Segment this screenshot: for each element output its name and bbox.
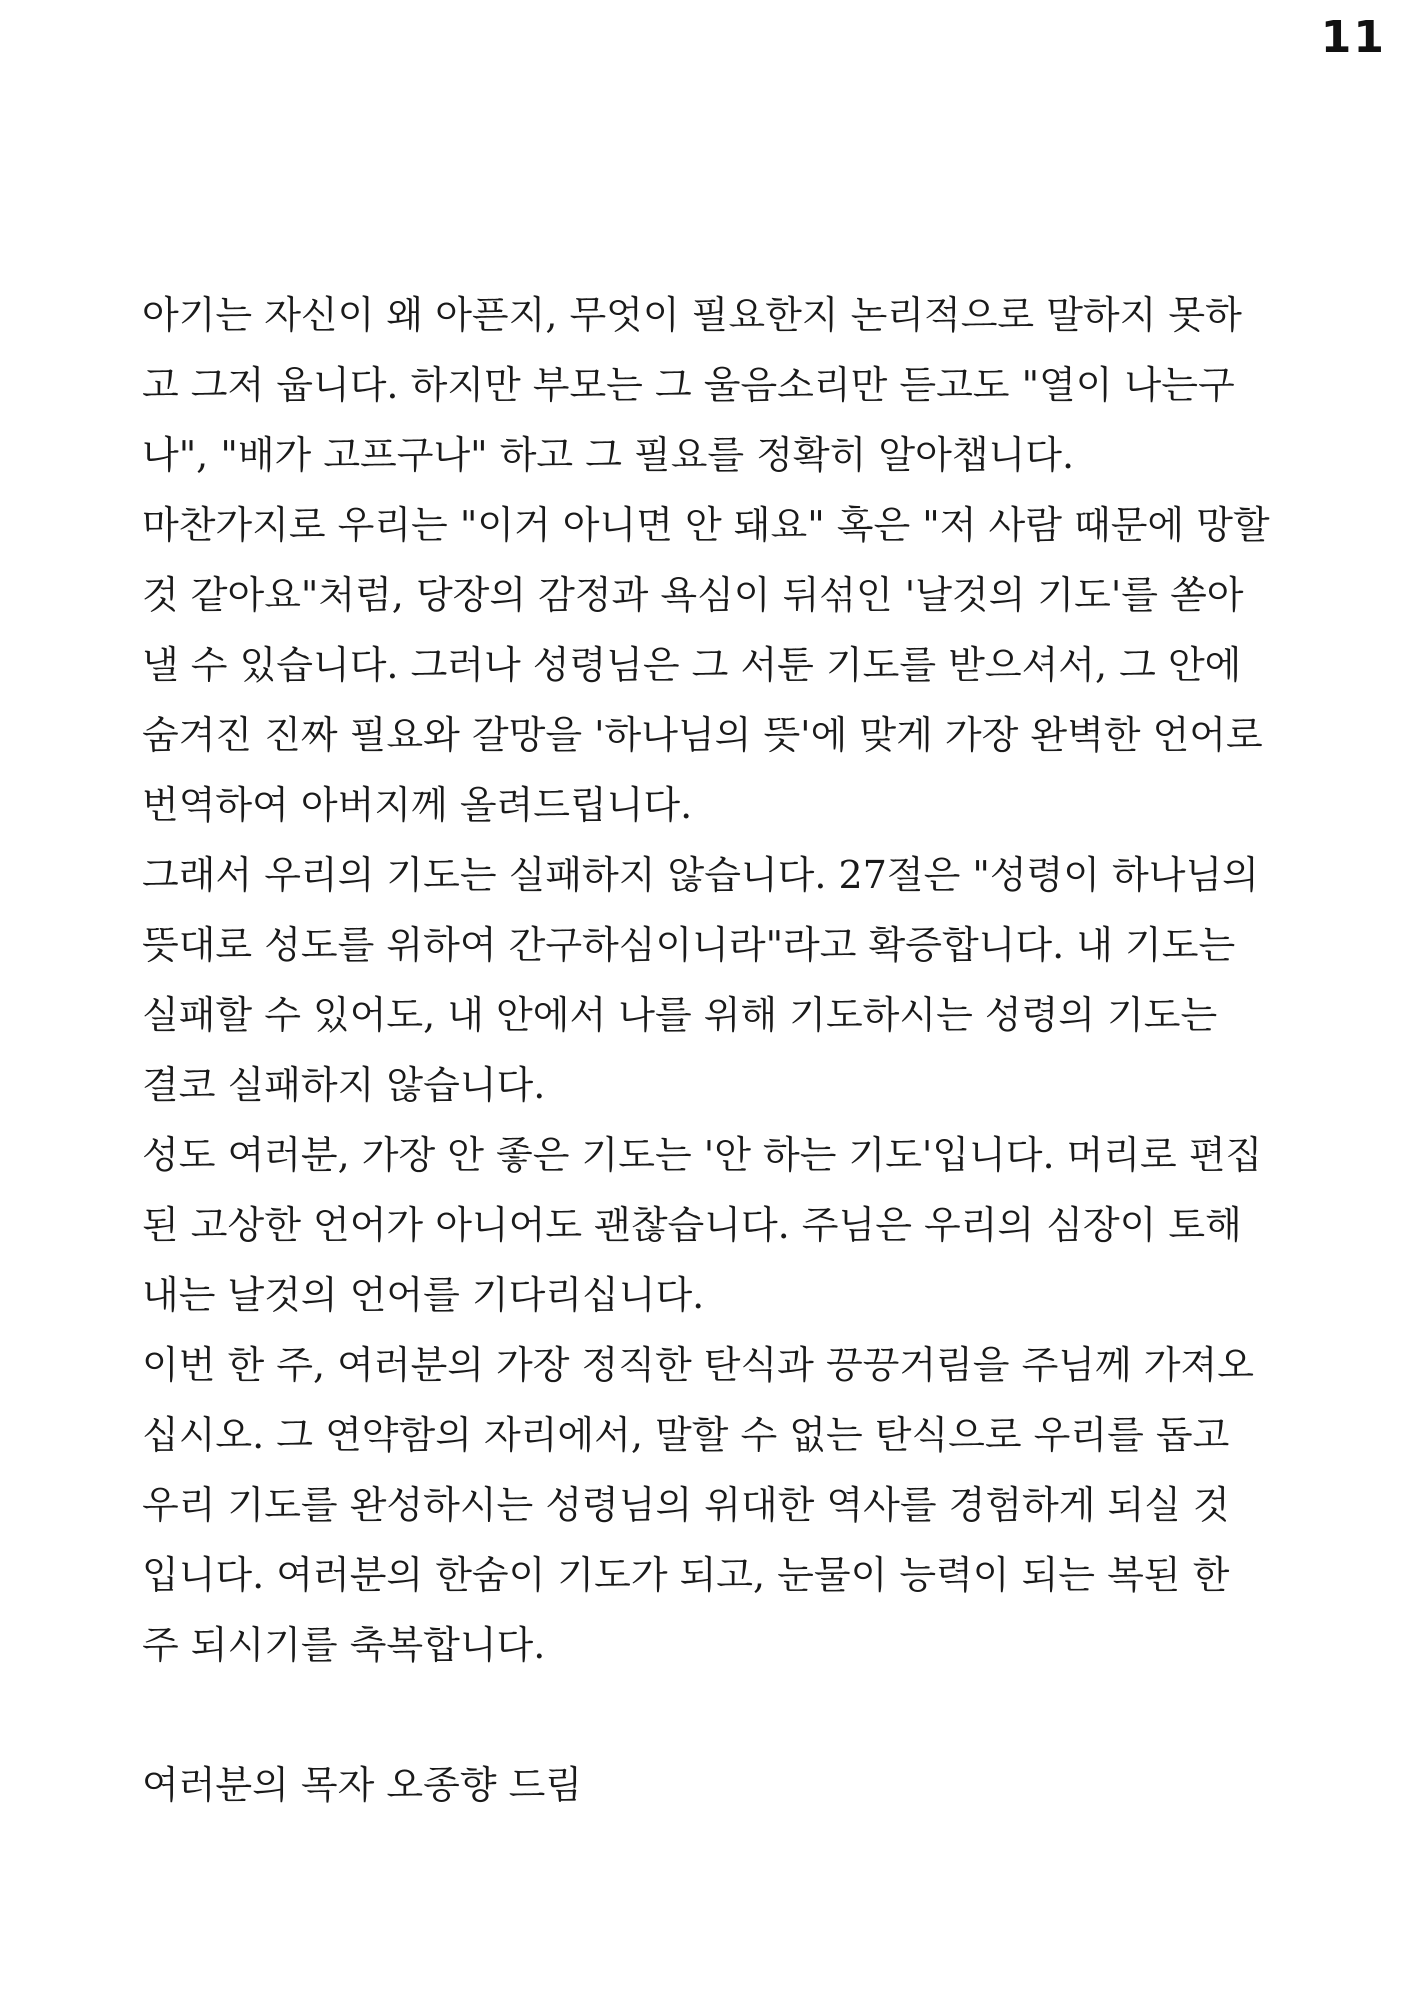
body-text [142,280,1292,1820]
text-line: 입니다. 여러분의 한숨이 기도가 되고, 눈물이 능력이 되는 복된 한 [142,1553,1230,1597]
text-line: 성도 여러분, 가장 안 좋은 기도는 '안 하는 기도'입니다. 머리로 편집 [142,1133,1263,1177]
text-line: 주 되시기를 축복합니다. [142,1623,546,1667]
text-line: 것 같아요"처럼, 당장의 감정과 욕심이 뒤섞인 '날것의 기도'를 쏟아 [142,573,1244,617]
text-line: 번역하여 아버지께 올려드립니다. [142,783,693,827]
text-line: 고 그저 웁니다. 하지만 부모는 그 울음소리만 듣고도 "열이 나는구 [142,363,1235,407]
text-line: 결코 실패하지 않습니다. [142,1063,546,1107]
text-line: 숨겨진 진짜 필요와 갈망을 '하나님의 뜻'에 맞게 가장 완벽한 언어로 [142,713,1263,757]
text-line: 내는 날것의 언어를 기다리십니다. [142,1273,705,1317]
blank-line [142,1680,1292,1750]
text-line: 마찬가지로 우리는 "이거 아니면 안 돼요" 혹은 "저 사람 때문에 망할 [142,503,1270,547]
text-line: 십시오. 그 연약함의 자리에서, 말할 수 없는 탄식으로 우리를 돕고 [142,1413,1230,1457]
text-line: 우리 기도를 완성하시는 성령님의 위대한 역사를 경험하게 되실 것 [142,1483,1230,1527]
text-line: 실패할 수 있어도, 내 안에서 나를 위해 기도하시는 성령의 기도는 [142,993,1218,1037]
text-line: 이번 한 주, 여러분의 가장 정직한 탄식과 끙끙거림을 주님께 가져오 [142,1343,1254,1387]
text-line: 뜻대로 성도를 위하여 간구하심이니라"라고 확증합니다. 내 기도는 [142,923,1236,967]
signature: 여러분의 목자 오종향 드림 [142,1763,583,1807]
text-line: 아기는 자신이 왜 아픈지, 무엇이 필요한지 논리적으로 말하지 못하 [142,293,1242,337]
page-number: 11 [1320,12,1386,63]
text-line: 된 고상한 언어가 아니어도 괜찮습니다. 주님은 우리의 심장이 토해 [142,1203,1242,1247]
text-line: 그래서 우리의 기도는 실패하지 않습니다. 27절은 "성령이 하나님의 [142,853,1259,897]
text-line: 나", "배가 고프구나" 하고 그 필요를 정확히 알아챕니다. [142,433,1075,477]
text-line: 낼 수 있습니다. 그러나 성령님은 그 서툰 기도를 받으셔서, 그 안에 [142,643,1242,687]
